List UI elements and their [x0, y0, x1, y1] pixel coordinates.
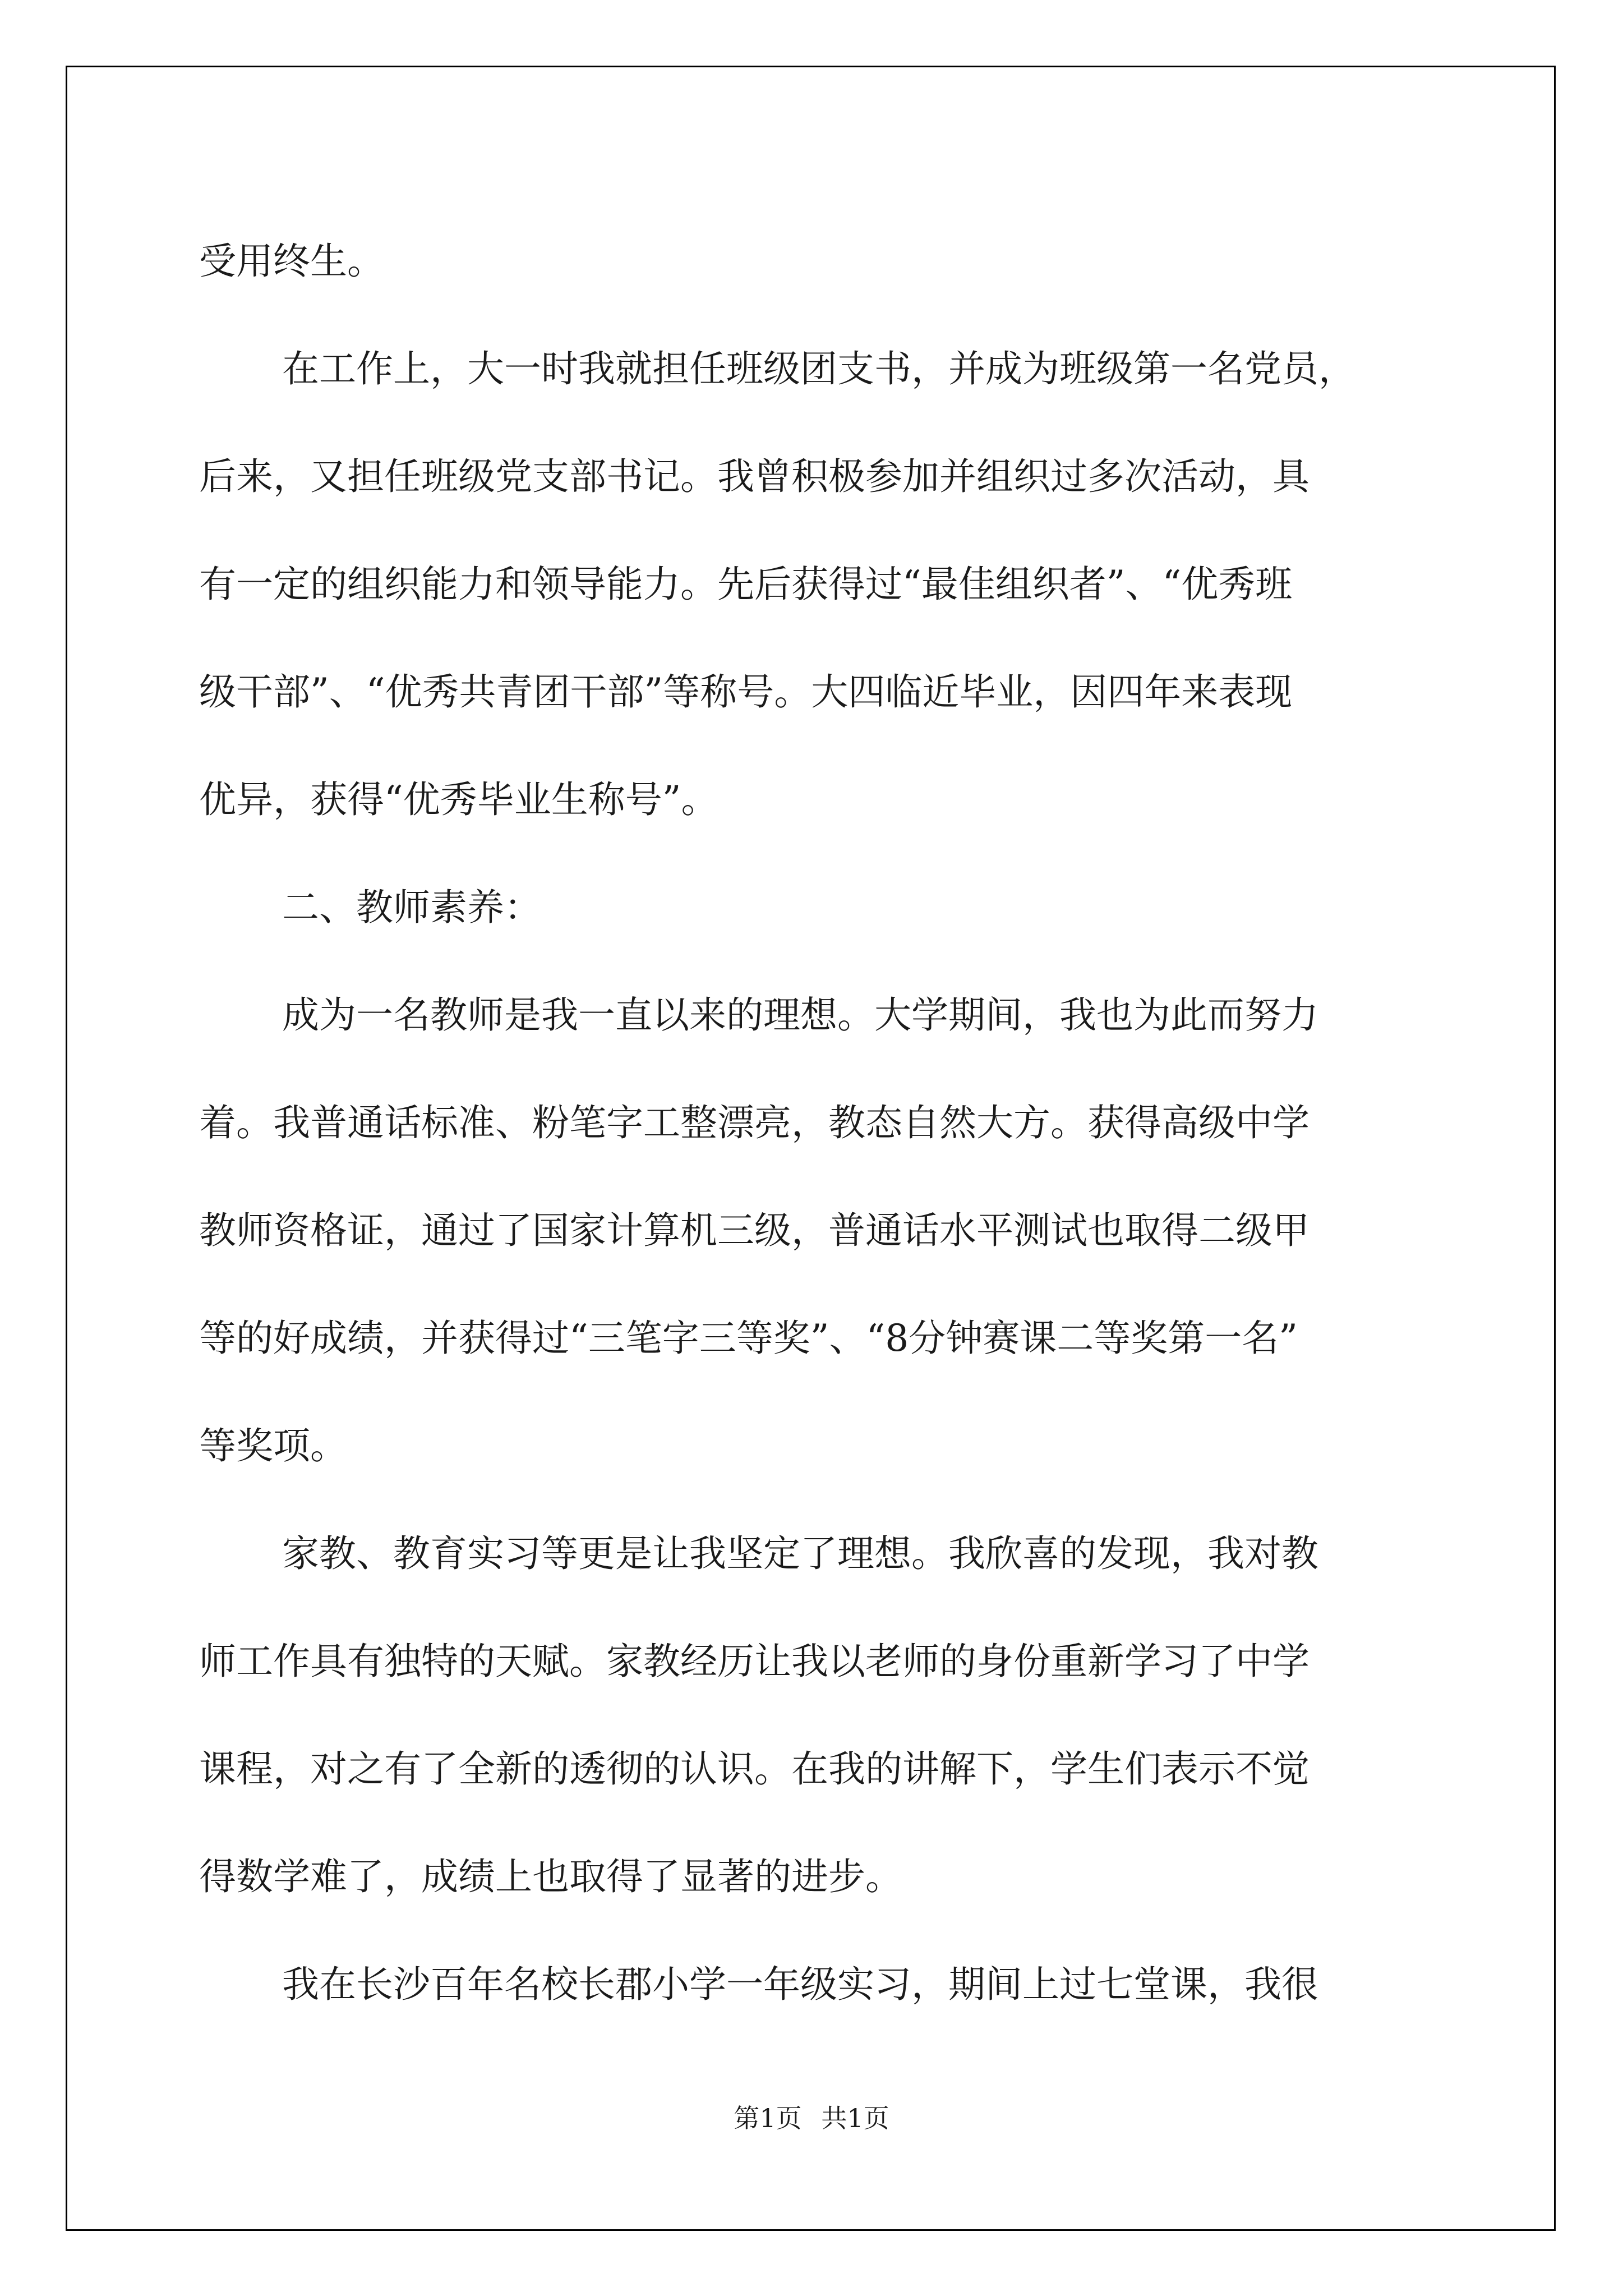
text-line: 成为一名教师是我一直以来的理想。大学期间，我也为此而努力 — [282, 993, 1318, 1037]
text-line: 得数学难了，成绩上也取得了显著的进步。 — [199, 1855, 902, 1898]
text-line: 级干部”、“优秀共青团干部”等称号。大四临近毕业，因四年来表现 — [199, 670, 1293, 714]
text-line: 教师资格证，通过了国家计算机三级，普通话水平测试也取得二级甲 — [199, 1209, 1310, 1252]
text-line: 课程，对之有了全新的透彻的认识。在我的讲解下，学生们表示不觉 — [199, 1747, 1310, 1791]
section-heading: 二、教师素养： — [282, 886, 541, 929]
text-line: 受用终生。 — [199, 240, 384, 283]
text-line: 有一定的组织能力和领导能力。先后获得过“最佳组织者”、“优秀班 — [199, 563, 1293, 606]
text-line: 等奖项。 — [199, 1424, 347, 1467]
text-line: 后来，又担任班级党支部书记。我曾积极参加并组织过多次活动，具 — [199, 455, 1310, 498]
text-line: 优异，获得“优秀毕业生称号”。 — [199, 778, 718, 821]
text-line: 着。我普通话标准、粉笔字工整漂亮，教态自然大方。获得高级中学 — [199, 1101, 1310, 1144]
page-total: 共1页 — [821, 2103, 889, 2133]
page-number: 第1页 — [734, 2103, 802, 2133]
text-line: 家教、教育实习等更是让我坚定了理想。我欣喜的发现，我对教 — [282, 1532, 1318, 1575]
text-line: 等的好成绩，并获得过“三笔字三等奖”、“8分钟赛课二等奖第一名” — [199, 1317, 1298, 1360]
document-body — [199, 208, 1433, 2039]
page-footer — [0, 2098, 1623, 2135]
text-line: 在工作上，大一时我就担任班级团支书，并成为班级第一名党员， — [282, 347, 1355, 390]
text-line: 师工作具有独特的天赋。家教经历让我以老师的身份重新学习了中学 — [199, 1640, 1310, 1683]
text-line: 我在长沙百年名校长郡小学一年级实习，期间上过七堂课，我很 — [282, 1963, 1318, 2006]
